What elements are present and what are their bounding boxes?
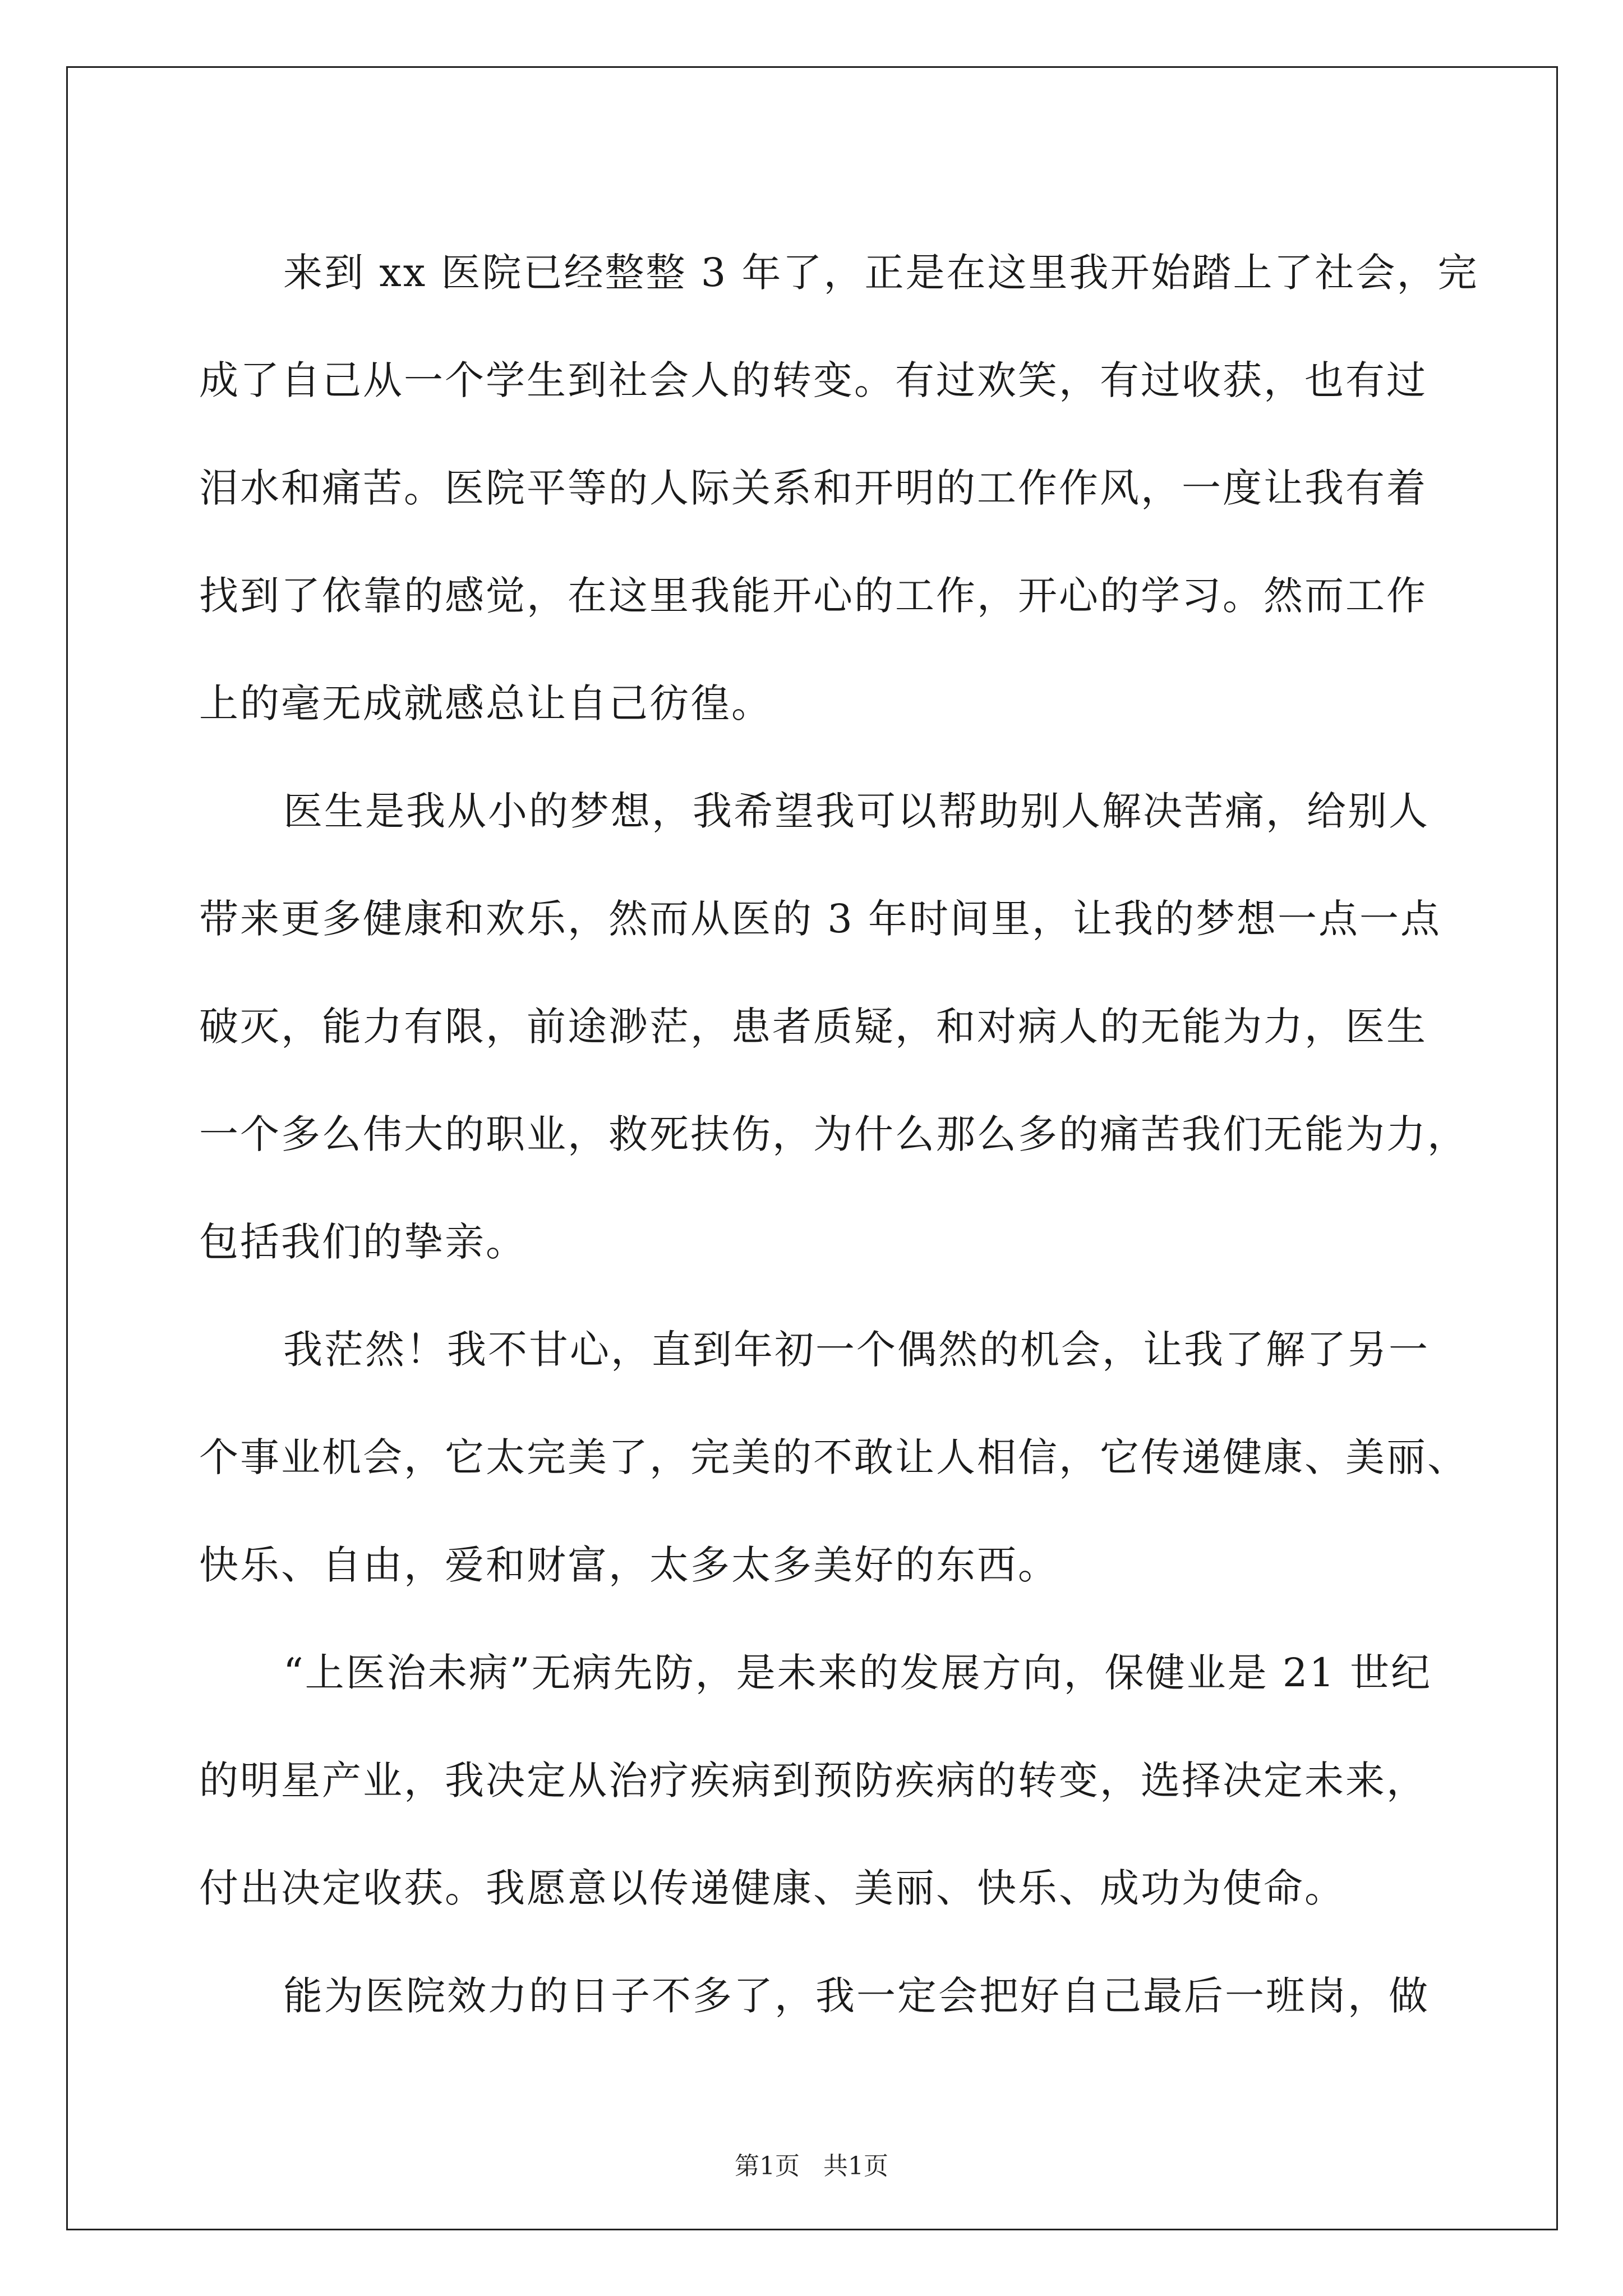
text-line: 泪水和痛苦。医院平等的人际关系和开明的工作作风，一度让我有着 — [199, 465, 1427, 511]
text-line: 医生是我从小的梦想，我希望我可以帮助别人解决苦痛，给别人 — [283, 788, 1430, 834]
text-line: 一个多么伟大的职业，救死扶伤，为什么那么多的痛苦我们无能为力， — [199, 1111, 1468, 1157]
text-line: 破灭，能力有限，前途渺茫，患者质疑，和对病人的无能为力，医生 — [199, 1004, 1427, 1050]
text-line: 的明星产业，我决定从治疗疾病到预防疾病的转变，选择决定未来， — [199, 1757, 1427, 1803]
page-total: 共1页 — [823, 2152, 888, 2180]
text-line: 成了自己从一个学生到社会人的转变。有过欢笑，有过收获，也有过 — [199, 357, 1427, 403]
document-body — [199, 219, 1479, 2050]
text-line: 找到了依靠的感觉，在这里我能开心的工作，开心的学习。然而工作 — [199, 573, 1427, 619]
text-line: 付出决定收获。我愿意以传递健康、美丽、快乐、成功为使命。 — [199, 1865, 1345, 1911]
text-line: 包括我们的挚亲。 — [199, 1219, 527, 1265]
text-line: 上的毫无成就感总让自己彷徨。 — [199, 680, 772, 726]
text-line: 带来更多健康和欢乐，然而从医的 3 年时间里，让我的梦想一点一点 — [199, 896, 1442, 942]
text-line: 快乐、自由，爱和财富，太多太多美好的东西。 — [199, 1542, 1059, 1588]
text-line: 能为医院效力的日子不多了，我一定会把好自己最后一班岗，做 — [283, 1973, 1430, 2019]
text-line: 个事业机会，它太完美了，完美的不敢让人相信，它传递健康、美丽、 — [199, 1434, 1468, 1480]
text-line: “上医治未病”无病先防，是未来的发展方向，保健业是 21 世纪 — [283, 1650, 1432, 1696]
page-number: 第1页 — [735, 2152, 800, 2180]
text-line: 我茫然！我不甘心，直到年初一个偶然的机会，让我了解了另一 — [283, 1327, 1430, 1373]
page-footer — [0, 2150, 1623, 2183]
text-line: 来到 xx 医院已经整整 3 年了，正是在这里我开始踏上了社会，完 — [283, 250, 1479, 296]
